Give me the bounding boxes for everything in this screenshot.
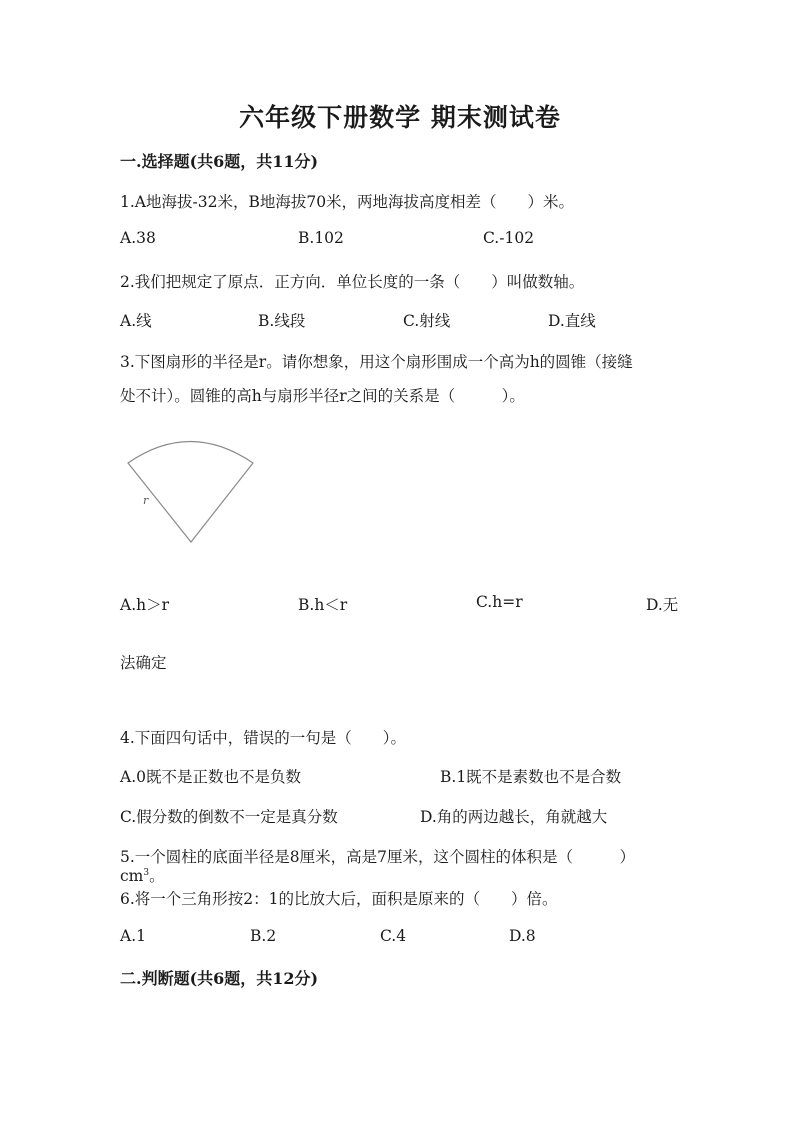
q2-option-a: A.线 (120, 312, 152, 330)
question-3-line-2: 处不计）。圆锥的高h与扇形半径r之间的关系是（ ）。 (120, 387, 525, 405)
q3-option-b: B.h＜r (298, 596, 348, 614)
question-4: 4.下面四句话中，错误的一句是（ ）。 (120, 729, 407, 747)
q6-option-b: B.2 (250, 927, 277, 945)
q4-option-a: A.0既不是正数也不是负数 (120, 768, 301, 786)
q3-option-d-continued: 法确定 (120, 654, 167, 672)
q1-option-a: A.38 (120, 229, 156, 247)
question-1: 1.A地海拔-32米，B地海拔70米，两地海拔高度相差（ ）米。 (120, 193, 575, 211)
q6-option-a: A.1 (120, 927, 146, 945)
unit-superscript: 3 (143, 867, 150, 878)
question-5: 5.一个圆柱的底面半径是8厘米，高是7厘米，这个圆柱的体积是（ ） (120, 848, 636, 866)
section-heading-choice: 一.选择题(共6题，共11分) (120, 152, 319, 171)
q1-option-c: C.-102 (483, 229, 535, 247)
q3-option-a: A.h＞r (120, 596, 170, 614)
question-6: 6.将一个三角形按2：1的比放大后，面积是原来的（ ）倍。 (120, 890, 558, 908)
sector-radius-label: r (143, 494, 149, 507)
q4-option-d: D.角的两边越长，角就越大 (420, 808, 608, 826)
q6-option-d: D.8 (509, 927, 536, 945)
q6-option-c: C.4 (380, 927, 407, 945)
q2-option-c: C.射线 (403, 312, 451, 330)
q3-option-c: C.h=r (476, 593, 523, 611)
question-2: 2.我们把规定了原点．正方向．单位长度的一条（ ）叫做数轴。 (120, 273, 585, 291)
unit-tail: 。 (149, 867, 165, 885)
section-heading-judgment: 二.判断题(共6题，共12分) (120, 969, 319, 988)
q4-option-c: C.假分数的倒数不一定是真分数 (120, 808, 338, 826)
unit-cm: cm (120, 867, 144, 885)
q1-option-b: B.102 (298, 229, 344, 247)
q4-option-b: B.1既不是素数也不是合数 (440, 768, 622, 786)
q2-option-d: D.直线 (548, 312, 596, 330)
page-title: 六年级下册数学 期末测试卷 (239, 103, 561, 132)
q2-option-b: B.线段 (258, 312, 306, 330)
question-3-line-1: 3.下图扇形的半径是r。请你想象，用这个扇形围成一个高为h的圆锥（接缝 (120, 353, 633, 371)
q3-option-d: D.无 (646, 596, 679, 614)
question-5-unit (120, 864, 165, 886)
sector-shape (128, 442, 253, 543)
